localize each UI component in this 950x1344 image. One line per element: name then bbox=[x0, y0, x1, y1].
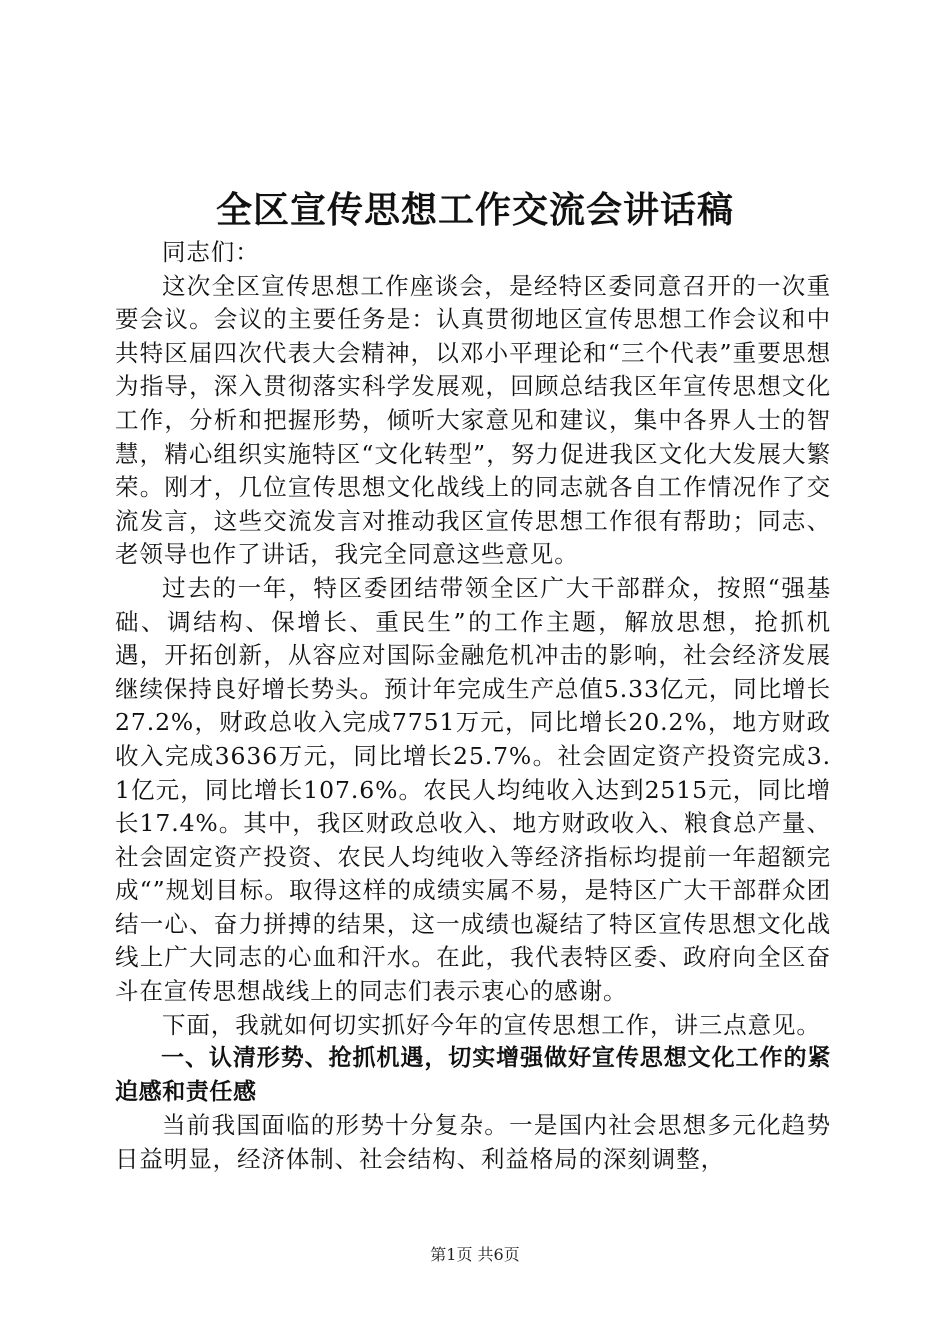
document-body bbox=[115, 236, 831, 1177]
body-paragraph: 当前我国面临的形势十分复杂。一是国内社会思想多元化趋势日益明显，经济体制、社会结构、利益格局的深刻调整， bbox=[115, 1111, 831, 1174]
salutation-paragraph: 同志们： bbox=[162, 238, 260, 266]
page-title: 全区宣传思想工作交流会讲话稿 bbox=[215, 189, 734, 231]
body-paragraph: 下面，我就如何切实抓好今年的宣传思想工作，讲三点意见。 bbox=[162, 1010, 821, 1039]
page-footer: 第1页 共6页 bbox=[430, 1245, 520, 1264]
body-paragraph: 过去的一年，特区委团结带领全区广大干部群众，按照“强基础、调结构、保增长、重民生”的工作主题，解放思想，抢抓机遇，开拓创新，从容应对国际金融危机冲击的影响，社会经济发展继续保持良好增长势头。预计年完成生产总值5.33亿元，同比增长27.2%，财政总收入完成7751万元，同比增长20.2%，地方财政收入完成3636万元，同比增长25.7%。社会固定资产投资完成3.1亿元，同比增长107.6%。农民人均纯收入达到2515元，同比增长17.4%。其中，我区财政总收入、地方财政收入、粮食总产量、社会固定资产投资、农民人均纯收入等经济指标均提前一年超额完成“”规划目标。取得这样的成绩实属不易，是特区广大干部群众团结一心、奋力拼搏的结果，这一成绩也凝结了特区宣传思想文化战线上广大同志的心血和汗水。在此，我代表特区委、政府向全区奋斗在宣传思想战线上的同志们表示衷心的感谢。 bbox=[115, 573, 831, 1006]
section-heading: 一、认清形势、抢抓机遇，切实增强做好宣传思想文化工作的紧迫感和责任感 bbox=[115, 1045, 831, 1105]
body-paragraph: 这次全区宣传思想工作座谈会，是经特区委同意召开的一次重要会议。会议的主要任务是：认真贯彻地区宣传思想工作会议和中共特区届四次代表大会精神，以邓小平理论和“三个代表”重要思想为指导，深入贯彻落实科学发展观，回顾总结我区年宣传思想文化工作，分析和把握形势，倾听大家意见和建议，集中各界人士的智慧，精心组织实施特区“文化转型”，努力促进我区文化大发展大繁荣。刚才，几位宣传思想文化战线上的同志就各自工作情况作了交流发言，这些交流发言对推动我区宣传思想工作很有帮助；同志、老领导也作了讲话，我完全同意这些意见。 bbox=[115, 271, 831, 569]
